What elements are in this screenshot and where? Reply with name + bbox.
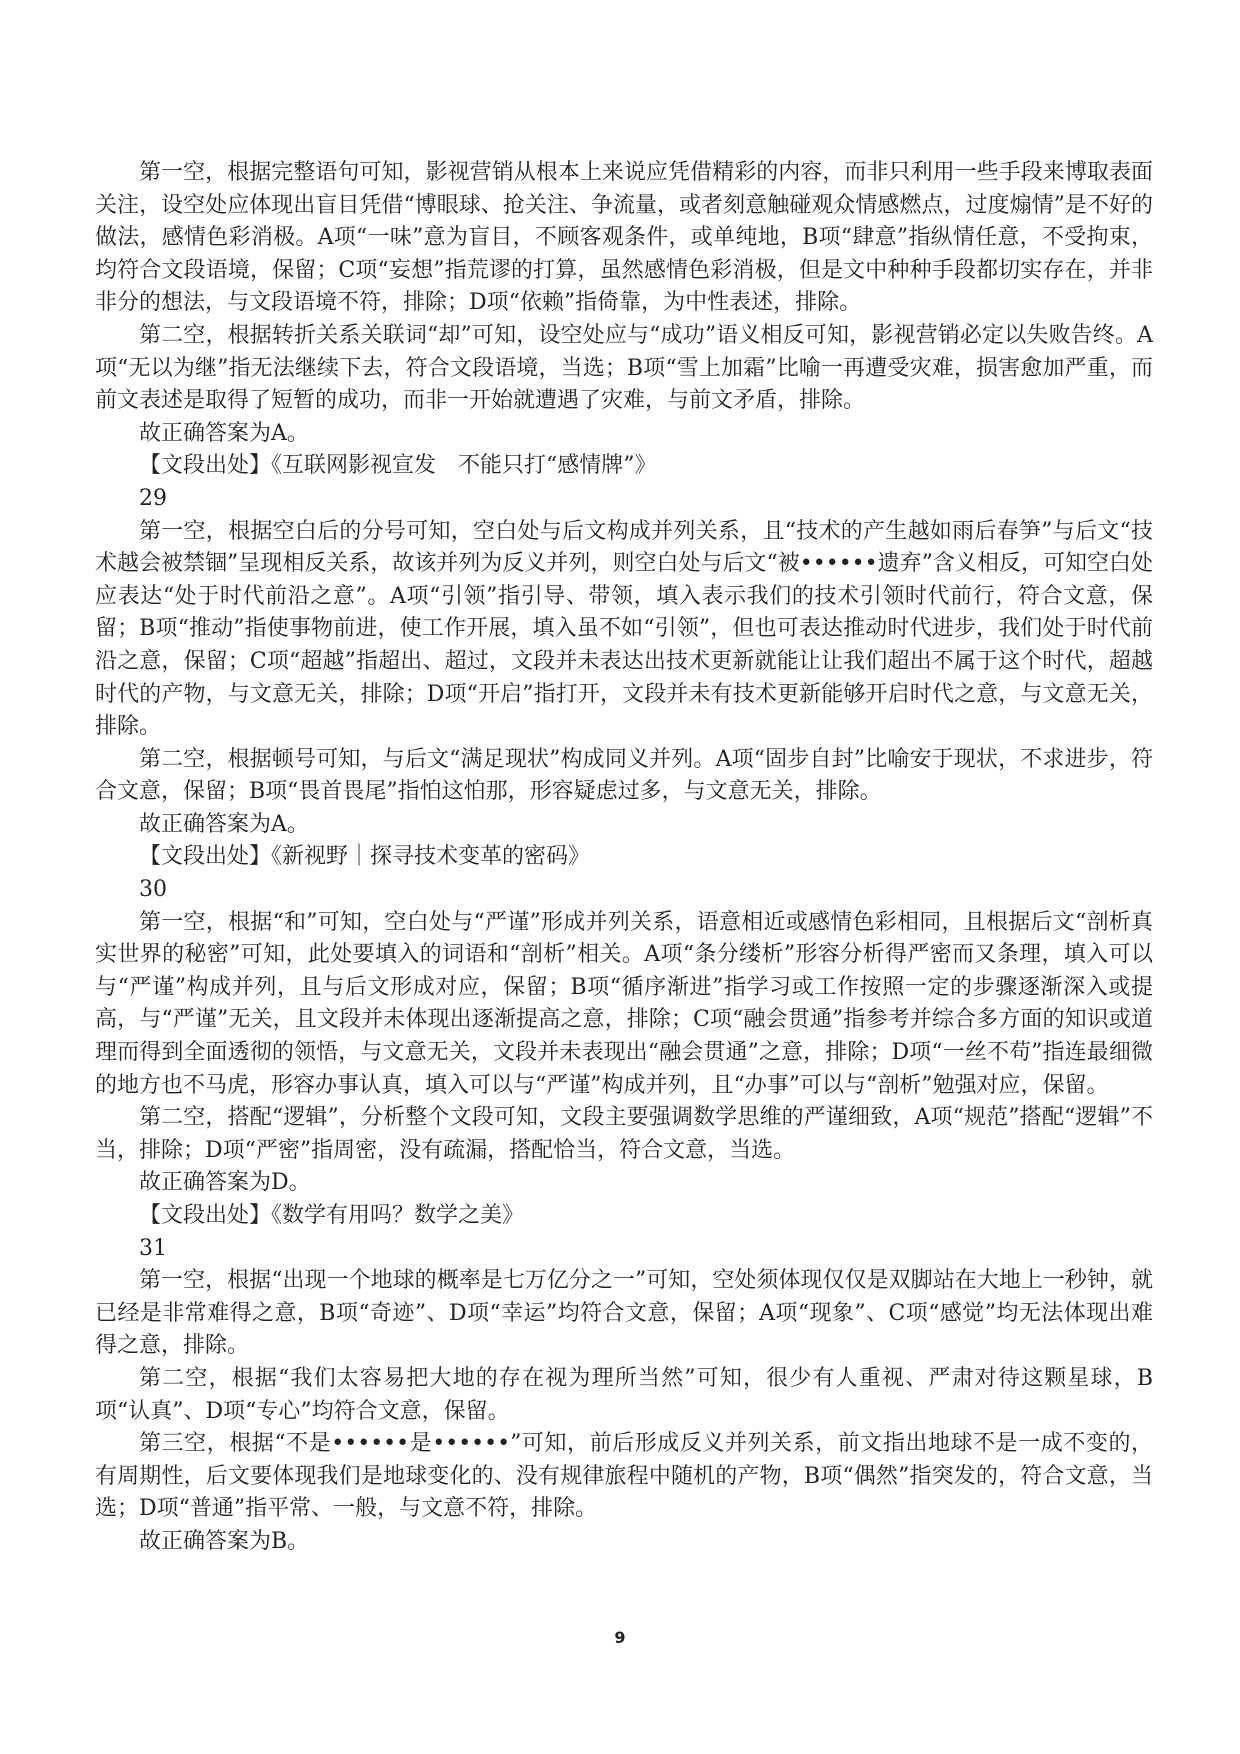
source-line: 【文段出处】《新视野｜探寻技术变革的密码》 (139, 844, 591, 870)
paragraph: 第二空，根据转折关系关联词“却”可知，设空处应与“成功”语义相反可知，影视营销必定以失败告终。A项“无以为继”指无法继续下去，符合文段语境，当选；B项“雪上加霜”比喻一再遭受灾难，损害愈加严重，而前文表述是取得了短暂的成功，而非一开始就遭遇了灾难，与前文矛盾，排除。 (95, 322, 1153, 414)
paragraph: 第一空，根据“出现一个地球的概率是七万亿分之一”可知，空处须体现仅仅是双脚站在大地上一秒钟，就已经是非常难得之意，B项“奇迹”、D项“幸运”均符合文意，保留；A项“现象”、C项“感觉”均无法体现出难得之意，排除。 (95, 1268, 1153, 1359)
paragraph: 第二空，根据顿号可知，与后文“满足现状”构成同义并列。A项“固步自封”比喻安于现状，不求进步，符合文意，保留；B项“畏首畏尾”指怕这怕那，形容疑虑过多，与文意无关，排除。 (95, 746, 1153, 805)
source-line: 【文段出处】《数学有用吗？数学之美》 (139, 1203, 525, 1228)
paragraph: 第一空，根据“和”可知，空白处与“严谨”形成并列关系，语意相近或感情色彩相同，且根据后文“剖析真实世界的秘密”可知，此处要填入的词语和“剖析”相关。A项“条分缕析”形容分析得严密而又条理，填入可以与“严谨”构成并列，且与后文形成对应，保留；B项“循序渐进”指学习或工作按照一定的步骤逐渐深入或提高，与“严谨”无关，且文段并未体现出逐渐提高之意，排除；C项“融会贯通”指参考并综合多方面的知识或道理而得到全面透彻的领悟，与文意无关，文段并未表现出“融会贯通”之意，排除；D项“一丝不苟”指连最细微的地方也不马虎，形容办事认真，填入可以与“严谨”构成并列，且“办事”可以与“剖析”勉强对应，保留。 (95, 909, 1153, 1098)
page-number: 9 (614, 1628, 626, 1647)
paragraph: 第一空，根据空白后的分号可知，空白处与后文构成并列关系，且“技术的产生越如雨后春笋”与后文“技术越会被禁锢”呈现相反关系，故该并列为反义并列，则空白处与后文“被••••••遗弃”含义相反，可知空白处应表达“处于时代前沿之意”。A项“引领”指引导、带领，填入表示我们的技术引领时代前行，符合文意，保留；B项“推动”指使事物前进，使工作开展，填入虽不如“引领”，但也可表达推动时代进步，我们处于时代前沿之意，保留；C项“超越”指超出、超过，文段并未表达出技术更新就能让让我们超出不属于这个时代，超越时代的产物，与文意无关，排除；D项“开启”指打开，文段并未有技术更新能够开启时代之意，与文意无关，排除。 (95, 518, 1153, 740)
paragraph: 第二空，根据“我们太容易把大地的存在视为理所当然”可知，很少有人重视、严肃对待这颗星球，B项“认真”、D项“专心”均符合文意，保留。 (95, 1365, 1153, 1424)
answer-line: 故正确答案为A。 (139, 420, 309, 446)
answer-line: 故正确答案为B。 (139, 1528, 310, 1554)
question-number: 29 (139, 485, 167, 511)
answer-line: 故正确答案为A。 (139, 811, 309, 837)
paragraph: 第二空，搭配“逻辑”，分析整个文段可知，文段主要强调数学思维的严谨细致，A项“规范”搭配“逻辑”不当，排除；D项“严密”指周密，没有疏漏，搭配恰当，符合文意，当选。 (95, 1105, 1153, 1163)
document-body (95, 157, 1153, 1559)
source-line: 【文段出处】《互联网影视宣发 不能只打“感情牌”》 (139, 453, 657, 479)
question-number: 31 (139, 1235, 167, 1261)
question-number: 30 (139, 877, 167, 903)
paragraph: 第三空，根据“不是••••••是••••••”可知，前后形成反义并列关系，前文指出地球不是一成不变的，有周期性，后文要体现我们是地球变化的、没有规律旅程中随机的产物，B项“偶然”指突发的，符合文意，当选；D项“普通”指平常、一般，与文意不符，排除。 (95, 1431, 1153, 1522)
paragraph: 第一空，根据完整语句可知，影视营销从根本上来说应凭借精彩的内容，而非只利用一些手段来博取表面关注，设空处应体现出盲目凭借“博眼球、抢关注、争流量，或者刻意触碰观众情感燃点，过度煽情”是不好的做法，感情色彩消极。A项“一味”意为盲目，不顾客观条件，或单纯地，B项“肆意”指纵情任意，不受拘束，均符合文段语境，保留；C项“妄想”指荒谬的打算，虽然感情色彩消极，但是文中种种手段都切实存在，并非非分的想法，与文段语境不符，排除；D项“依赖”指倚靠，为中性表述，排除。 (95, 160, 1153, 316)
answer-line: 故正确答案为D。 (139, 1170, 311, 1196)
